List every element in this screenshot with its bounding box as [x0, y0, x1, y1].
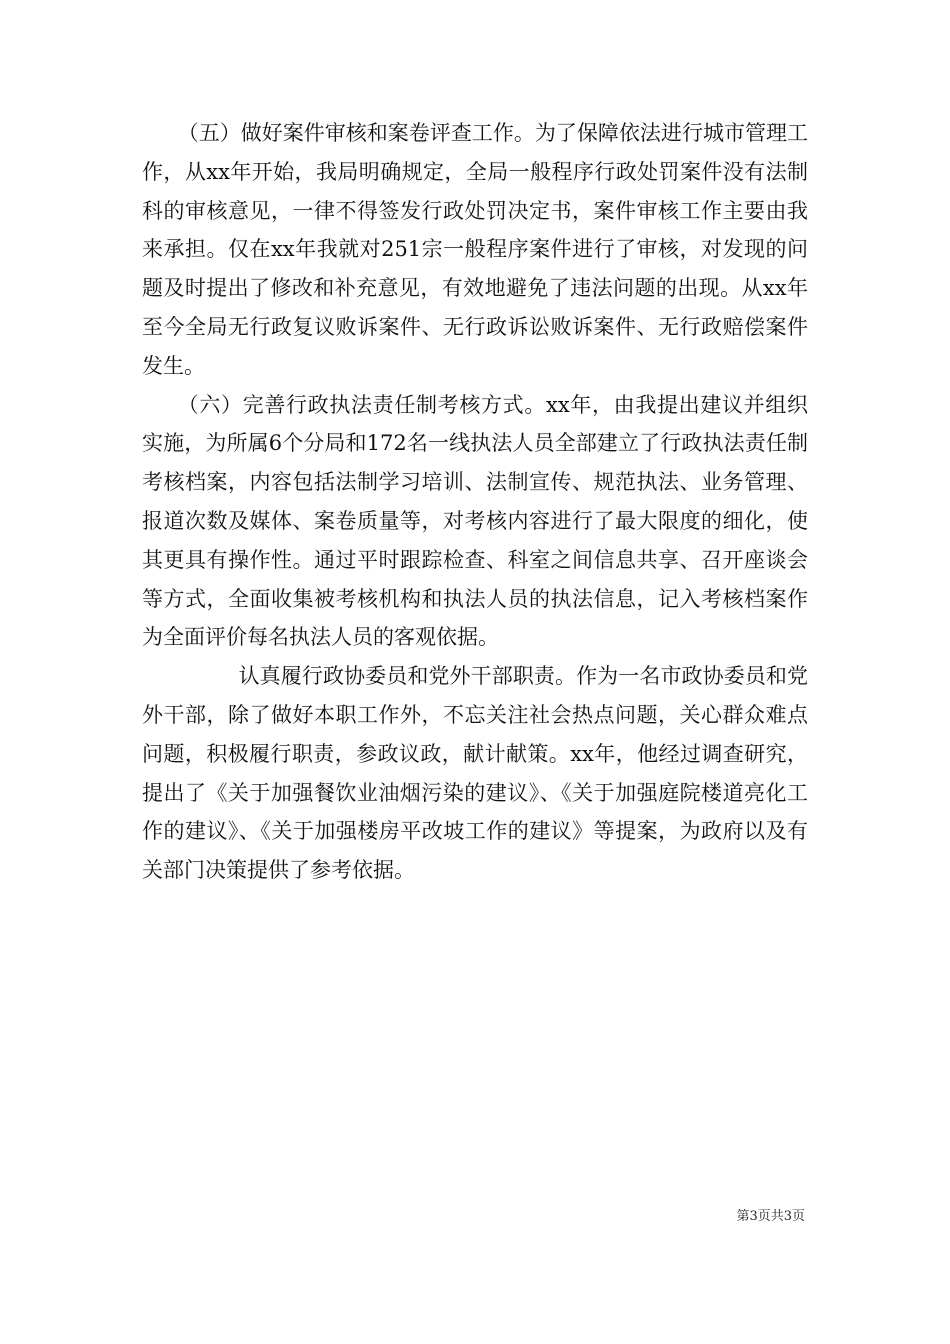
paragraph-responsibility-assessment: （六）完善行政执法责任制考核方式。xx年，由我提出建议并组织实施，为所属6个分局和172名一线执法人员全部建立了行政执法责任制考核档案，内容包括法制学习培训、法制宣传、规范执法、业务管理、报道次数及媒体、案卷质量等，对考核内容进行了最大限度的细化，使其更具有操作性。通过平时跟踪检查、科室之间信息共享、召开座谈会等方式，全面收集被考核机构和执法人员的执法信息，记入考核档案作为全面评价每名执法人员的客观依据。: [142, 392, 808, 650]
paragraph-cppcc-duties: 认真履行政协委员和党外干部职责。作为一名市政协委员和党外干部，除了做好本职工作外，不忘关注社会热点问题，关心群众难点问题，积极履行职责，参政议政，献计献策。xx年，他经过调查研究，提出了《关于加强餐饮业油烟污染的建议》、《关于加强庭院楼道亮化工作的建议》、《关于加强楼房平改坡工作的建议》等提案，为政府以及有关部门决策提供了参考依据。: [142, 664, 808, 883]
document-body: [142, 114, 808, 890]
paragraph-case-review: （五）做好案件审核和案卷评查工作。为了保障依法进行城市管理工作，从xx年开始，我局明确规定，全局一般程序行政处罚案件没有法制科的审核意见，一律不得签发行政处罚决定书，案件审核工作主要由我来承担。仅在xx年我就对251宗一般程序案件进行了审核，对发现的问题及时提出了修改和补充意见，有效地避免了违法问题的出现。从xx年至今全局无行政复议败诉案件、无行政诉讼败诉案件、无行政赔偿案件发生。: [142, 121, 808, 378]
page-number: 第3页共3页: [736, 1209, 805, 1224]
